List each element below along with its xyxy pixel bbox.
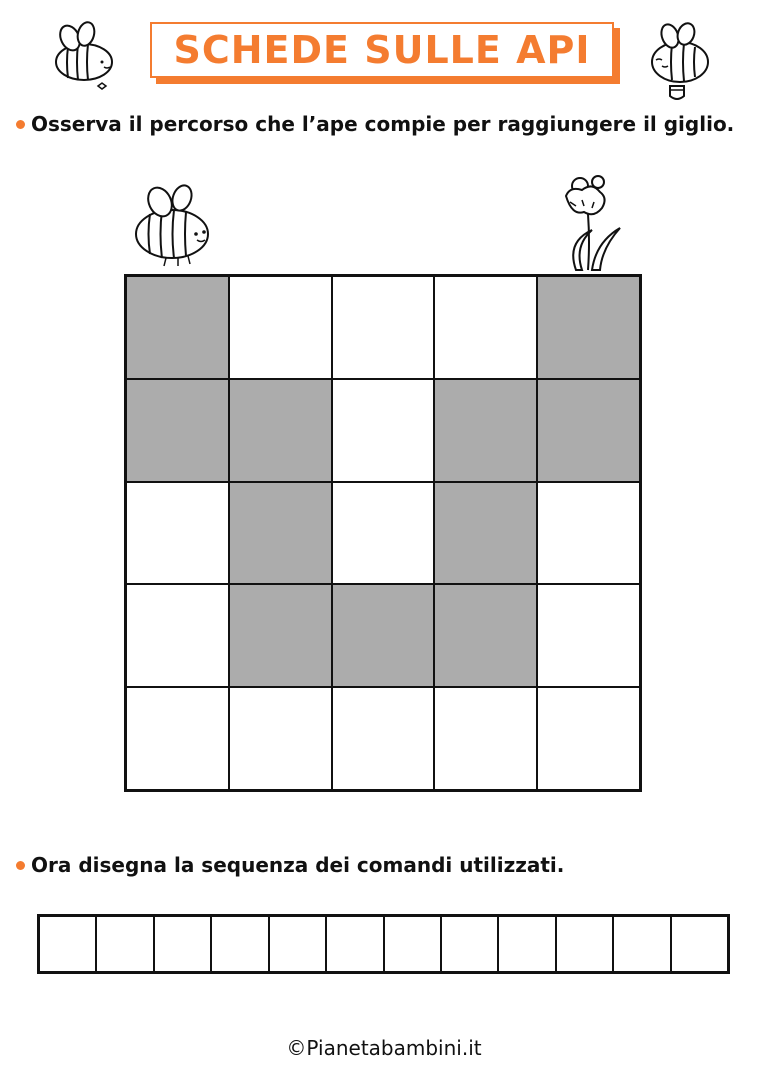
command-box[interactable] xyxy=(96,916,153,972)
command-box[interactable] xyxy=(441,916,498,972)
grid-cell-empty xyxy=(537,584,640,687)
grid-cell-empty xyxy=(126,687,229,790)
instruction-draw xyxy=(16,853,564,877)
grid-cell-empty xyxy=(434,276,537,379)
command-box[interactable] xyxy=(671,916,728,972)
bullet-icon xyxy=(16,861,25,870)
grid-cell-empty xyxy=(126,584,229,687)
title-banner xyxy=(150,22,614,78)
instruction-observe xyxy=(16,112,734,136)
grid-cell-shaded xyxy=(126,379,229,482)
grid-cell-empty xyxy=(229,687,332,790)
command-box[interactable] xyxy=(211,916,268,972)
bee-with-honey-icon xyxy=(640,22,716,104)
grid-cell-shaded xyxy=(537,276,640,379)
bullet-icon xyxy=(16,120,25,129)
lily-flower-icon xyxy=(552,172,632,272)
grid-cell-shaded xyxy=(229,482,332,585)
grid-cell-empty xyxy=(332,482,435,585)
command-box[interactable] xyxy=(498,916,555,972)
command-sequence-boxes xyxy=(37,914,730,974)
grid-cell-shaded xyxy=(229,584,332,687)
grid-cell-empty xyxy=(126,482,229,585)
grid-cell-shaded xyxy=(332,584,435,687)
grid-cell-empty xyxy=(332,276,435,379)
footer-credit xyxy=(0,1036,768,1060)
grid-cell-shaded xyxy=(229,379,332,482)
command-box[interactable] xyxy=(326,916,383,972)
grid-cell-shaded xyxy=(434,584,537,687)
command-box[interactable] xyxy=(39,916,96,972)
instruction-text: Ora disegna la sequenza dei comandi utilizzati. xyxy=(31,853,565,877)
bee-icon xyxy=(48,20,120,90)
page-title: SCHEDE SULLE API xyxy=(173,28,591,72)
command-box[interactable] xyxy=(556,916,613,972)
grid-cell-shaded xyxy=(434,379,537,482)
grid-cell-empty xyxy=(229,276,332,379)
grid-cell-empty xyxy=(537,482,640,585)
command-box[interactable] xyxy=(269,916,326,972)
grid-cell-empty xyxy=(434,687,537,790)
grid-cell-empty xyxy=(332,379,435,482)
command-box[interactable] xyxy=(384,916,441,972)
site-name: Pianetabambini.it xyxy=(306,1036,482,1060)
command-box[interactable] xyxy=(613,916,670,972)
copyright-icon: © xyxy=(286,1036,307,1060)
grid-cell-shaded xyxy=(434,482,537,585)
command-box[interactable] xyxy=(154,916,211,972)
grid-cell-shaded xyxy=(126,276,229,379)
grid-cell-shaded xyxy=(537,379,640,482)
grid-cell-empty xyxy=(537,687,640,790)
bee-icon xyxy=(126,180,220,268)
grid-cell-empty xyxy=(332,687,435,790)
path-grid xyxy=(124,274,642,792)
instruction-text: Osserva il percorso che l’ape compie per raggiungere il giglio. xyxy=(31,112,735,136)
